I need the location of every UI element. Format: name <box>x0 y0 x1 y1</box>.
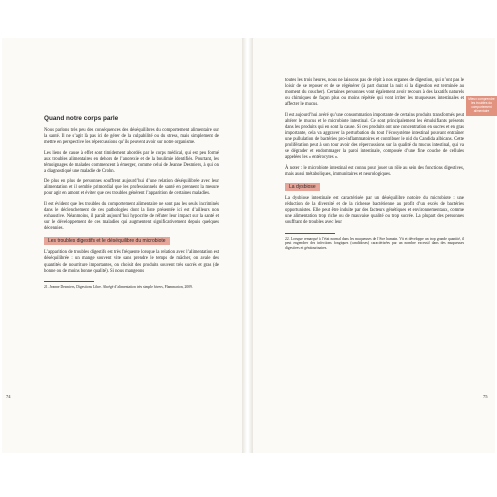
subsection-label: Les troubles digestifs et le déséquilibre du microbiote <box>44 237 170 245</box>
chapter-side-tab: Mieux comprendre les troubles du comportement alimentaire <box>466 96 497 116</box>
section-heading: Quand notre corps parle <box>44 115 119 122</box>
paragraph: Il est aujourd’hui avéré qu’une consommation importante de certains produits transformés peut altérer le mucus et le microbiote intestinal. Ce sont principalement les émulsifiants présents dans les produits qui en sont la cause. Si ces produits ont une concentration en sucres et en gras importante, cela va aggraver la perturbation du tout l’écosystème intestinal pouvant entraîner une pullulation de bactéries pro-inflammatoires et contribuer le nid du Candida albicans. Cette prolifération peut à son tour avoir des répercussions sur la qualité du mucus intestinal, qui va se dégrader et endommager la paroi intestinale, composée d’une fine couche de cellules appelées les « entérocytes ». <box>285 112 464 161</box>
page-number-right: 75 <box>483 394 488 399</box>
paragraph: De plus en plus de personnes souffrent aujourd’hui d’une relation déséquilibrée avec leur alimentation et il semble primordial que les professionnels de santé en prennent la mesure pour agir en amont et éviter que ces troubles génèrent l’apparition de certaines maladies. <box>44 179 219 197</box>
footnote-divider <box>285 233 335 234</box>
book-gutter <box>242 38 253 453</box>
paragraph: La dysbiose intestinale est caractérisée par un déséquilibre notoire du microbiote : une réduction de la diversité et de la richesse bactérienne au profit d’un excès de bactéries opportunistes. Elle peut être induite par des facteurs génétiques et environnementaux, comme une alimentation trop riche ou de mauvaise qualité ou trop sucrée. La plupart des personnes souffrant de troubles avec leur <box>285 196 464 226</box>
paragraph: À noter : le microbiote intestinal est connu pour jouer un rôle au sein des fonctions digestives, mais aussi métaboliques, immunitaires et neurologiques. <box>285 165 464 177</box>
page-number-left: 74 <box>6 394 11 399</box>
footnote-divider <box>44 281 94 282</box>
paragraph: Nous parlons très peu des conséquences des déséquilibres du comportement alimentaire sur la santé. Il ne s’agit là pas ici de gérer de la culpabilité ou du stress, mais simplement de mettre en perspective les répercussions qu’ils peuvent avoir sur notre organisme. <box>44 128 219 146</box>
subsection-label: La dysbiose <box>285 183 320 191</box>
paragraph: toutes les trois heures, nous ne laissons pas de répit à nos organes de digestion, qui n’ont pas le loisir de se reposer et de se régénérer (à part durant la nuit si la digestion est terminée au moment du coucher). Certaines personnes vont également avoir recours à des laxatifs naturels ou chimiques de façon plus ou moins répétée qui vont irriter les muqueuses intestinales et affecter le mucus. <box>285 78 464 108</box>
footnote: 21. Jeanne Desmiers, Digestions Libre. Abrégé d’alimentation très simple hivers, Flammarion, 2009. <box>44 284 193 289</box>
left-column <box>44 76 219 289</box>
paragraph: L’apparition de troubles digestifs est très fréquente lorsque la relation avec l’alimentation est déséquilibrée : un mange souvent vite sans prendre le temps de mâcher, on avale des quantités de nourriture importantes, on choisit des produits souvent très sucrés et gras (de bonne ou de moins bonne qualité). Si nous mangeons <box>44 250 219 274</box>
paragraph: Il est évident que les troubles du comportement alimentaire ne sont pas les seuls incriminés dans le déclenchement de ces pathologies dont la liste présentée ici est d’ailleurs non exhaustive. Néanmoins, il paraît aujourd’hui hypocrite de réfuter leur impact sur la santé et sur le développement de ces maladies qui augmentent significativement depuis quelques décennies. <box>44 201 219 231</box>
paragraph: Les liens de cause à effet sont timidement abordés par le corps médical, qui est peu formé aux troubles alimentaires en dehors de l’anorexie et de la boulimie identifiés. Pourtant, les témoignages de malades commencent à émerger, comme celui de Jeanne Desmiers, à qui on a diagnostiqué une maladie de Crohn. <box>44 150 219 174</box>
footnote: 22. Lorsque remarqué à l’état normal dans les muqueuses de l’être humain. Vit et développe un trop grande quantité, il peut engendrer des infections fongiques (candidoses) caractérisées par un nombre excessif dans des muqueuses digestives et génitourinaires. <box>285 236 464 250</box>
right-column <box>285 78 464 250</box>
